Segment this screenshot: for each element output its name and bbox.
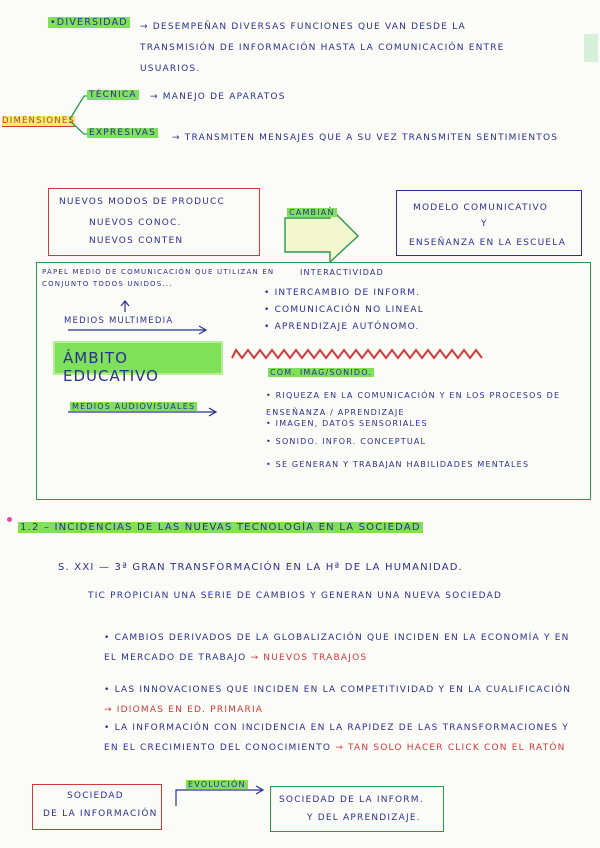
expresiva-term: EXPRESIVAS bbox=[89, 128, 157, 138]
tecnica-term: TÉCNICA bbox=[89, 90, 137, 100]
bullet-globalizacion: • CAMBIOS DERIVADOS DE LA GLOBALIZACIÓN QUE INCIDEN EN LA ECONOMÍA Y EN EL MERCADO DE TRABAJO → NUEVOS TRABAJOS bbox=[104, 633, 570, 663]
modelo-line-3: ENSEÑANZA EN LA ESCUELA bbox=[409, 238, 567, 248]
interactividad-heading: INTERACTIVIDAD bbox=[300, 268, 384, 277]
medios-multimedia: MEDIOS MULTIMEDIA bbox=[64, 316, 174, 326]
cambian-label: CAMBIAN bbox=[289, 208, 335, 217]
imag-item-2: • IMAGEN, DATOS SENSORIALES bbox=[266, 419, 428, 428]
imag-sonido-heading: COM. IMAG/SONIDO. bbox=[270, 368, 373, 377]
bullet-innovaciones: • LAS INNOVACIONES QUE INCIDEN EN LA COMPETITIVIDAD Y EN LA CUALIFICACIÓN → IDIOMAS EN ED. PRIMARIA bbox=[104, 685, 572, 715]
sociedad-aprendizaje-box bbox=[270, 786, 444, 832]
dimensiones-label: DIMENSIONES bbox=[2, 116, 76, 126]
medios-audiovisuales: MEDIOS AUDIOVISUALES bbox=[72, 402, 196, 411]
papel-medio-note: PAPEL MEDIO DE COMUNICACIÓN QUE UTILIZAN EN CONJUNTO TODOS UNIDOS... bbox=[42, 268, 275, 288]
imag-item-1: • RIQUEZA EN LA COMUNICACIÓN Y EN LOS PROCESOS DE ENSEÑANZA / APRENDIZAJE bbox=[266, 391, 561, 417]
soc-info-line-1: SOCIEDAD bbox=[67, 791, 124, 801]
bullet-informacion: • LA INFORMACIÓN CON INCIDENCIA EN LA RAPIDEZ DE LAS TRANSFORMACIONES Y EN EL CRECIMIENTO DEL CONOCIMIENTO → TAN SOLO HACER CLICK CON EL RATÓN bbox=[104, 723, 569, 753]
tic-line: TIC PROPICIAN UNA SERIE DE CAMBIOS Y GENERAN UNA NUEVA SOCIEDAD bbox=[88, 591, 503, 601]
soc-info-line-2: DE LA INFORMACIÓN bbox=[43, 809, 158, 819]
diversidad-description: → DESEMPEÑAN DIVERSAS FUNCIONES QUE VAN DESDE LA TRANSMISIÓN DE INFORMACIÓN HASTA LA COMUNICACIÓN ENTRE USUARIOS. bbox=[140, 22, 505, 74]
diversidad-term: •DIVERSIDAD bbox=[50, 17, 128, 28]
producc-line-1: NUEVOS MODOS DE PRODUCC bbox=[59, 197, 226, 207]
ambito-educativo: ÁMBITO EDUCATIVO bbox=[63, 349, 159, 385]
modelo-line-2: Y bbox=[481, 219, 488, 229]
siglo-line: S. XXI — 3ª GRAN TRANSFORMACIÓN EN LA Hª DE LA HUMANIDAD. bbox=[58, 562, 464, 573]
modelo-line-1: MODELO COMUNICATIVO bbox=[413, 203, 548, 213]
imag-item-3: • SONIDO. INFOR. CONCEPTUAL bbox=[266, 437, 427, 446]
inter-item-1: • INTERCAMBIO DE INFORM. bbox=[264, 288, 421, 298]
imag-item-4: • SE GENERAN Y TRABAJAN HABILIDADES MENTALES bbox=[266, 460, 530, 469]
inter-item-3: • APRENDIZAJE AUTÓNOMO. bbox=[264, 322, 420, 332]
expresiva-description: → TRANSMITEN MENSAJES QUE A SU VEZ TRANSMITEN SENTIMIENTOS bbox=[172, 133, 559, 143]
tecnica-description: → MANEJO DE APARATOS bbox=[150, 92, 286, 102]
evolucion-label: EVOLUCIÓN bbox=[188, 780, 246, 789]
soc-aprend-line-2: Y DEL APRENDIZAJE. bbox=[307, 813, 421, 823]
soc-aprend-line-1: SOCIEDAD DE LA INFORM. bbox=[279, 795, 424, 805]
producc-line-3: NUEVOS CONTEN bbox=[89, 236, 184, 246]
section-heading: 1.2 – INCIDENCIAS DE LAS NUEVAS TECNOLOGÍA EN LA SOCIEDAD bbox=[20, 522, 421, 533]
inter-item-2: • COMUNICACIÓN NO LINEAL bbox=[264, 305, 424, 315]
producc-line-2: NUEVOS CONOC. bbox=[89, 218, 182, 228]
